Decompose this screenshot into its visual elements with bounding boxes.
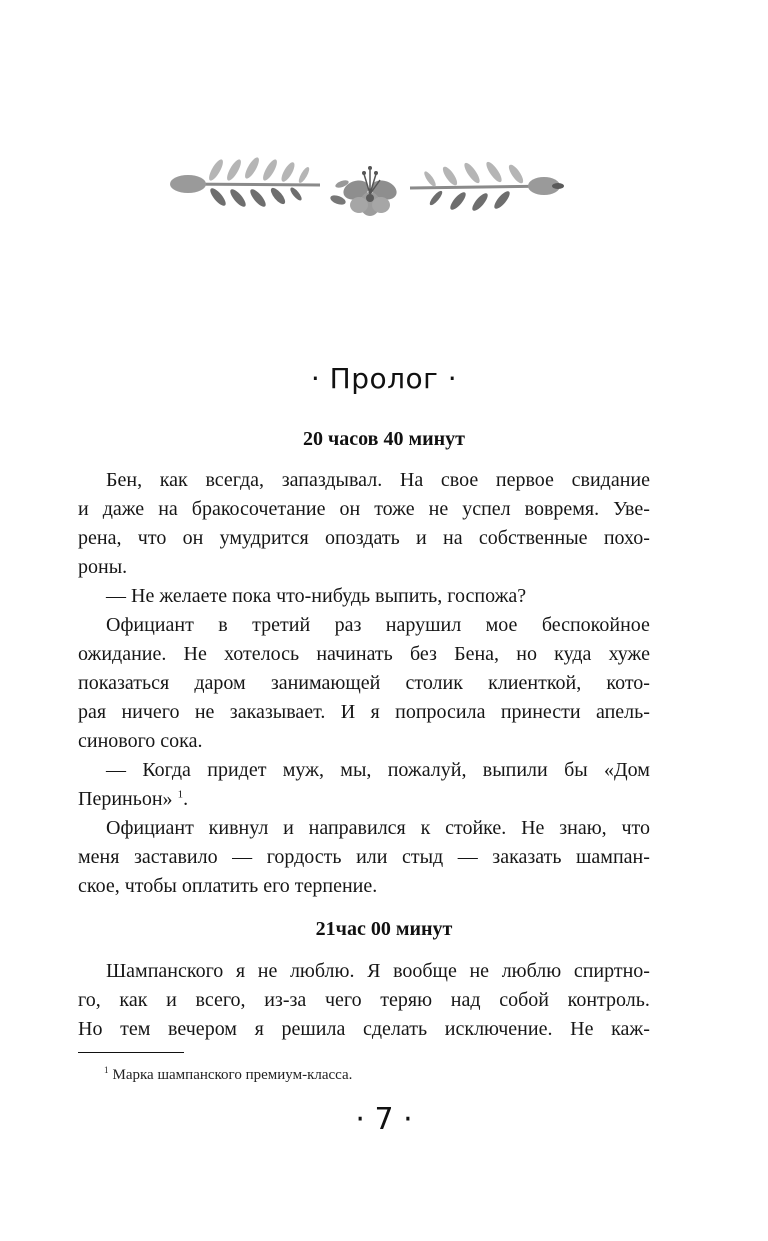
word: Не: [570, 1018, 594, 1040]
word: собственные: [478, 527, 588, 549]
text-line: Периньон» $^1$.: [78, 788, 189, 810]
word: опоздать: [325, 527, 400, 549]
word: даром: [194, 672, 246, 694]
word: столик: [405, 672, 463, 694]
word: но: [516, 643, 537, 665]
word: выпили: [482, 759, 548, 781]
word: и: [416, 527, 427, 549]
word: муж,: [282, 759, 324, 781]
word: спиртно-: [573, 960, 650, 982]
word: меня: [78, 846, 120, 868]
word: стыд: [402, 846, 444, 868]
word: исключение.: [444, 1018, 553, 1040]
text-line: синового сока.: [78, 730, 203, 752]
word: люблю.: [289, 960, 355, 982]
word: собой: [499, 989, 549, 1011]
word: И: [340, 701, 356, 723]
word: он: [182, 527, 204, 549]
word: Не: [183, 643, 207, 665]
word: Бен,: [106, 469, 143, 491]
word: даже: [102, 498, 145, 520]
word: я: [254, 1018, 264, 1040]
word: контроль.: [567, 989, 650, 1011]
word: на: [443, 527, 463, 549]
word: Когда: [142, 759, 191, 781]
footnote-divider: [78, 1052, 184, 1053]
word: тем: [120, 1018, 151, 1040]
word: стойке.: [445, 817, 507, 839]
word: знаю,: [559, 817, 607, 839]
word: бракосочетание: [191, 498, 326, 520]
word: Бена,: [454, 643, 500, 665]
word: —: [457, 846, 478, 868]
word: —: [106, 759, 126, 781]
word: Но: [78, 1018, 103, 1040]
chapter-title: · Пролог ·: [310, 362, 458, 395]
word: третий: [252, 614, 311, 636]
word: всегда,: [205, 469, 265, 491]
word: Официант: [106, 614, 194, 636]
word: апель-: [595, 701, 650, 723]
word: вообще: [393, 960, 457, 982]
word: не: [469, 960, 490, 982]
word: похо-: [603, 527, 650, 549]
word: первое: [495, 469, 554, 491]
word: показаться: [78, 672, 170, 694]
word: мы,: [340, 759, 372, 781]
word: кото-: [606, 672, 650, 694]
word: го,: [78, 989, 101, 1011]
word: умудрится: [219, 527, 309, 549]
section-1-text: [78, 466, 650, 901]
word: чего: [324, 989, 362, 1011]
word: ожидание.: [78, 643, 167, 665]
section-heading-1: 20 часов 40 минут: [303, 428, 465, 450]
floral-ornament-icon: [160, 150, 570, 226]
word: принести: [500, 701, 581, 723]
word: на: [158, 498, 178, 520]
word: что: [137, 527, 167, 549]
text-line: [78, 669, 650, 698]
footnote-number: 1: [104, 1065, 109, 1075]
word: и: [283, 817, 294, 839]
word: сделать: [362, 1018, 428, 1040]
word: успел: [462, 498, 511, 520]
word: Уве-: [613, 498, 650, 520]
word: свое: [440, 469, 479, 491]
word: что: [621, 817, 650, 839]
text-line: [78, 814, 650, 843]
word: вечером: [168, 1018, 237, 1040]
word: ничего: [121, 701, 180, 723]
text-line: [78, 843, 650, 872]
word: заставило: [133, 846, 218, 868]
word: начинать: [316, 643, 393, 665]
text-line: — Не желаете пока что-нибудь выпить, госпожа?: [106, 585, 527, 607]
word: заказывает.: [229, 701, 326, 723]
word: теряю: [380, 989, 433, 1011]
text-line: [78, 1015, 650, 1044]
word: —: [232, 846, 253, 868]
word: занимающей: [270, 672, 381, 694]
text-line: ское, чтобы оплатить его терпение.: [78, 875, 378, 897]
text-line: [78, 756, 650, 785]
word: над: [450, 989, 481, 1011]
section-2-text: [78, 957, 650, 1044]
text-line: [78, 611, 650, 640]
word: мое: [485, 614, 518, 636]
footnote-text: Марка шампанского премиум-класса.: [112, 1067, 353, 1083]
word: беспокойное: [541, 614, 650, 636]
word: «Дом: [604, 759, 650, 781]
word: я: [235, 960, 246, 982]
word: нарушил: [385, 614, 462, 636]
word: попросила: [395, 701, 486, 723]
word: не: [194, 701, 215, 723]
word: кивнул: [208, 817, 269, 839]
word: бы: [564, 759, 588, 781]
word: он: [339, 498, 361, 520]
word: запаздывал.: [281, 469, 383, 491]
footnote-reference: 1: [177, 788, 184, 801]
word: как: [159, 469, 188, 491]
word: в: [218, 614, 228, 636]
word: и: [78, 498, 89, 520]
word: без: [409, 643, 437, 665]
word: я: [370, 701, 380, 723]
text-line: [78, 495, 650, 524]
word: свидание: [571, 469, 650, 491]
word: клиенткой,: [488, 672, 582, 694]
word: пожалуй,: [387, 759, 467, 781]
text-line: [78, 957, 650, 986]
word: Не: [521, 817, 545, 839]
word: каж-: [611, 1018, 650, 1040]
word: хуже: [608, 643, 650, 665]
word: из-за: [264, 989, 307, 1011]
word: гордость: [266, 846, 342, 868]
word: Официант: [106, 817, 194, 839]
word: тоже: [374, 498, 415, 520]
word: На: [399, 469, 424, 491]
word: хотелось: [224, 643, 300, 665]
word: заказать: [492, 846, 562, 868]
word: и: [166, 989, 177, 1011]
text-line: [78, 698, 650, 727]
text-line: [78, 640, 650, 669]
word: куда: [554, 643, 592, 665]
word: к: [420, 817, 431, 839]
page-number: · 7 ·: [355, 1102, 413, 1137]
text-line: роны.: [78, 556, 128, 578]
word: Я: [367, 960, 381, 982]
word: рая: [78, 701, 107, 723]
word: раз: [334, 614, 362, 636]
word: как: [119, 989, 148, 1011]
section-heading-2: 21час 00 минут: [315, 918, 453, 940]
word: люблю: [501, 960, 562, 982]
word: не: [428, 498, 449, 520]
word: не: [257, 960, 278, 982]
word: рена,: [78, 527, 122, 549]
word: направился: [308, 817, 406, 839]
word: придет: [207, 759, 267, 781]
word: решила: [281, 1018, 346, 1040]
footnote: [104, 1065, 352, 1084]
word: или: [356, 846, 388, 868]
word: Шампанского: [106, 960, 224, 982]
word: всего,: [195, 989, 246, 1011]
text-line: [78, 986, 650, 1015]
word: вовремя.: [524, 498, 600, 520]
text-line: [78, 466, 650, 495]
word: шампан-: [576, 846, 650, 868]
text-line: [78, 524, 650, 553]
